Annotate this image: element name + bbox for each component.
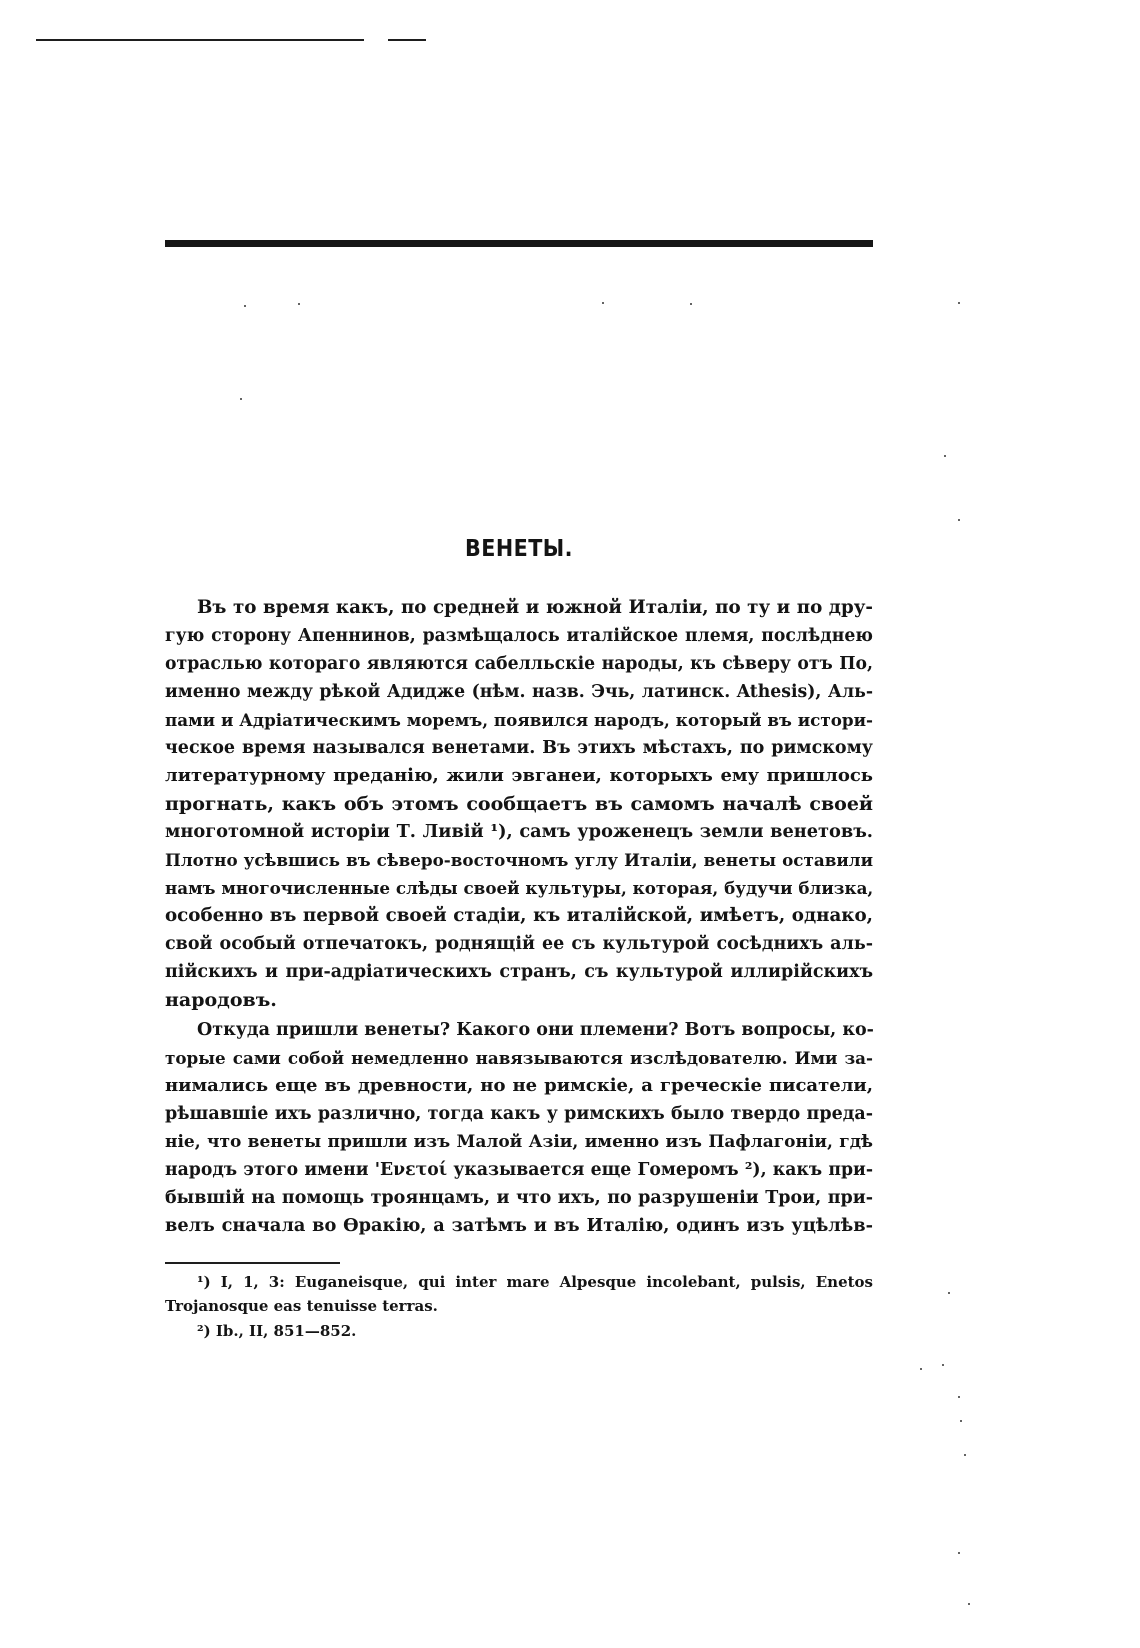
scan-speck <box>960 1420 962 1422</box>
body-line: Плотно усѣвшись въ сѣверо-восточномъ углу Италіи, венеты оставили <box>165 850 873 870</box>
scan-speck <box>958 1396 960 1398</box>
body-line: пійскихъ и при-адріатическихъ странъ, съ культурой иллирійскихъ <box>165 962 873 982</box>
scan-speck <box>958 519 960 521</box>
body-line: гую сторону Апеннинов, размѣщалось италійское племя, послѣднею <box>165 626 873 646</box>
footnote-rule <box>165 1262 340 1264</box>
scan-speck <box>944 455 946 457</box>
body-line: намъ многочисленные слѣды своей культуры, которая, будучи близка, <box>165 878 874 898</box>
body-line: бывшій на помощь троянцамъ, и что ихъ, по разрушеніи Трои, при- <box>165 1188 873 1208</box>
scan-speck <box>298 303 300 305</box>
scan-speck <box>920 1368 922 1370</box>
body-line: ніе, что венеты пришли изъ Малой Азіи, именно изъ Пафлагоніи, гдѣ <box>165 1132 873 1152</box>
top-rule-right <box>388 39 426 41</box>
body-line: особенно въ первой своей стадіи, къ италійской, имѣетъ, однако, <box>165 905 873 926</box>
body-line: торые сами собой немедленно навязываются изслѣдователю. Ими за- <box>165 1048 873 1068</box>
scan-speck <box>602 302 604 304</box>
body-line: ческое время назывался венетами. Въ этихъ мѣстахъ, по римскому <box>165 738 873 758</box>
chapter-head-rule <box>165 240 873 247</box>
footnote-line: ¹) I, 1, 3: Euganeisque, qui inter mare Alpesque incolebant, pulsis, Enetos <box>197 1273 873 1291</box>
body-line: народъ этого имени 'Ενετοί указывается еще Гомеромъ ²), какъ при- <box>165 1160 873 1180</box>
footnote-line: ²) Ib., II, 851—852. <box>197 1322 357 1340</box>
scan-speck <box>964 1454 966 1456</box>
body-line: рѣшавшіе ихъ различно, тогда какъ у римскихъ было твердо преда- <box>165 1104 873 1124</box>
scan-speck <box>244 305 246 307</box>
body-line: нимались еще въ древности, но не римскіе, а греческіе писатели, <box>165 1075 873 1096</box>
body-line: велъ сначала во Ѳракію, а затѣмъ и въ Италію, одинъ изъ уцѣлѣв- <box>165 1215 873 1236</box>
body-line: народовъ. <box>165 989 277 1011</box>
body-line: Откуда пришли венеты? Какого они племени? Вотъ вопросы, ко- <box>197 1020 874 1040</box>
body-line: многотомной исторіи Т. Ливій ¹), самъ уроженецъ земли венетовъ. <box>165 821 873 842</box>
scan-speck <box>968 1603 970 1605</box>
body-line: пами и Адріатическимъ моремъ, появился народъ, который въ истори- <box>165 710 873 730</box>
scan-speck <box>958 302 960 304</box>
chapter-title: ВЕНЕТЫ. <box>465 536 573 562</box>
top-rule-left <box>36 39 364 41</box>
scan-speck <box>690 303 692 305</box>
body-line: отраслью котораго являются сабелльскіе народы, къ сѣверу отъ По, <box>165 654 873 674</box>
scan-speck <box>958 1552 960 1554</box>
body-line: Въ то время какъ, по средней и южной Италіи, по ту и по дру- <box>197 597 873 618</box>
scan-speck <box>942 1364 944 1366</box>
scan-speck <box>240 398 242 400</box>
body-line: свой особый отпечатокъ, роднящій ее съ культурой сосѣднихъ аль- <box>165 934 873 954</box>
body-line: прогнать, какъ объ этомъ сообщаетъ въ самомъ началѣ своей <box>165 793 873 815</box>
footnote-line: Trojanosque eas tenuisse terras. <box>165 1297 438 1315</box>
body-line: литературному преданію, жили эвганеи, которыхъ ему пришлось <box>165 765 873 786</box>
scan-speck <box>948 1292 950 1294</box>
body-line: именно между рѣкой Адидже (нѣм. назв. Эчь, латинск. Athesis), Аль- <box>165 682 873 702</box>
